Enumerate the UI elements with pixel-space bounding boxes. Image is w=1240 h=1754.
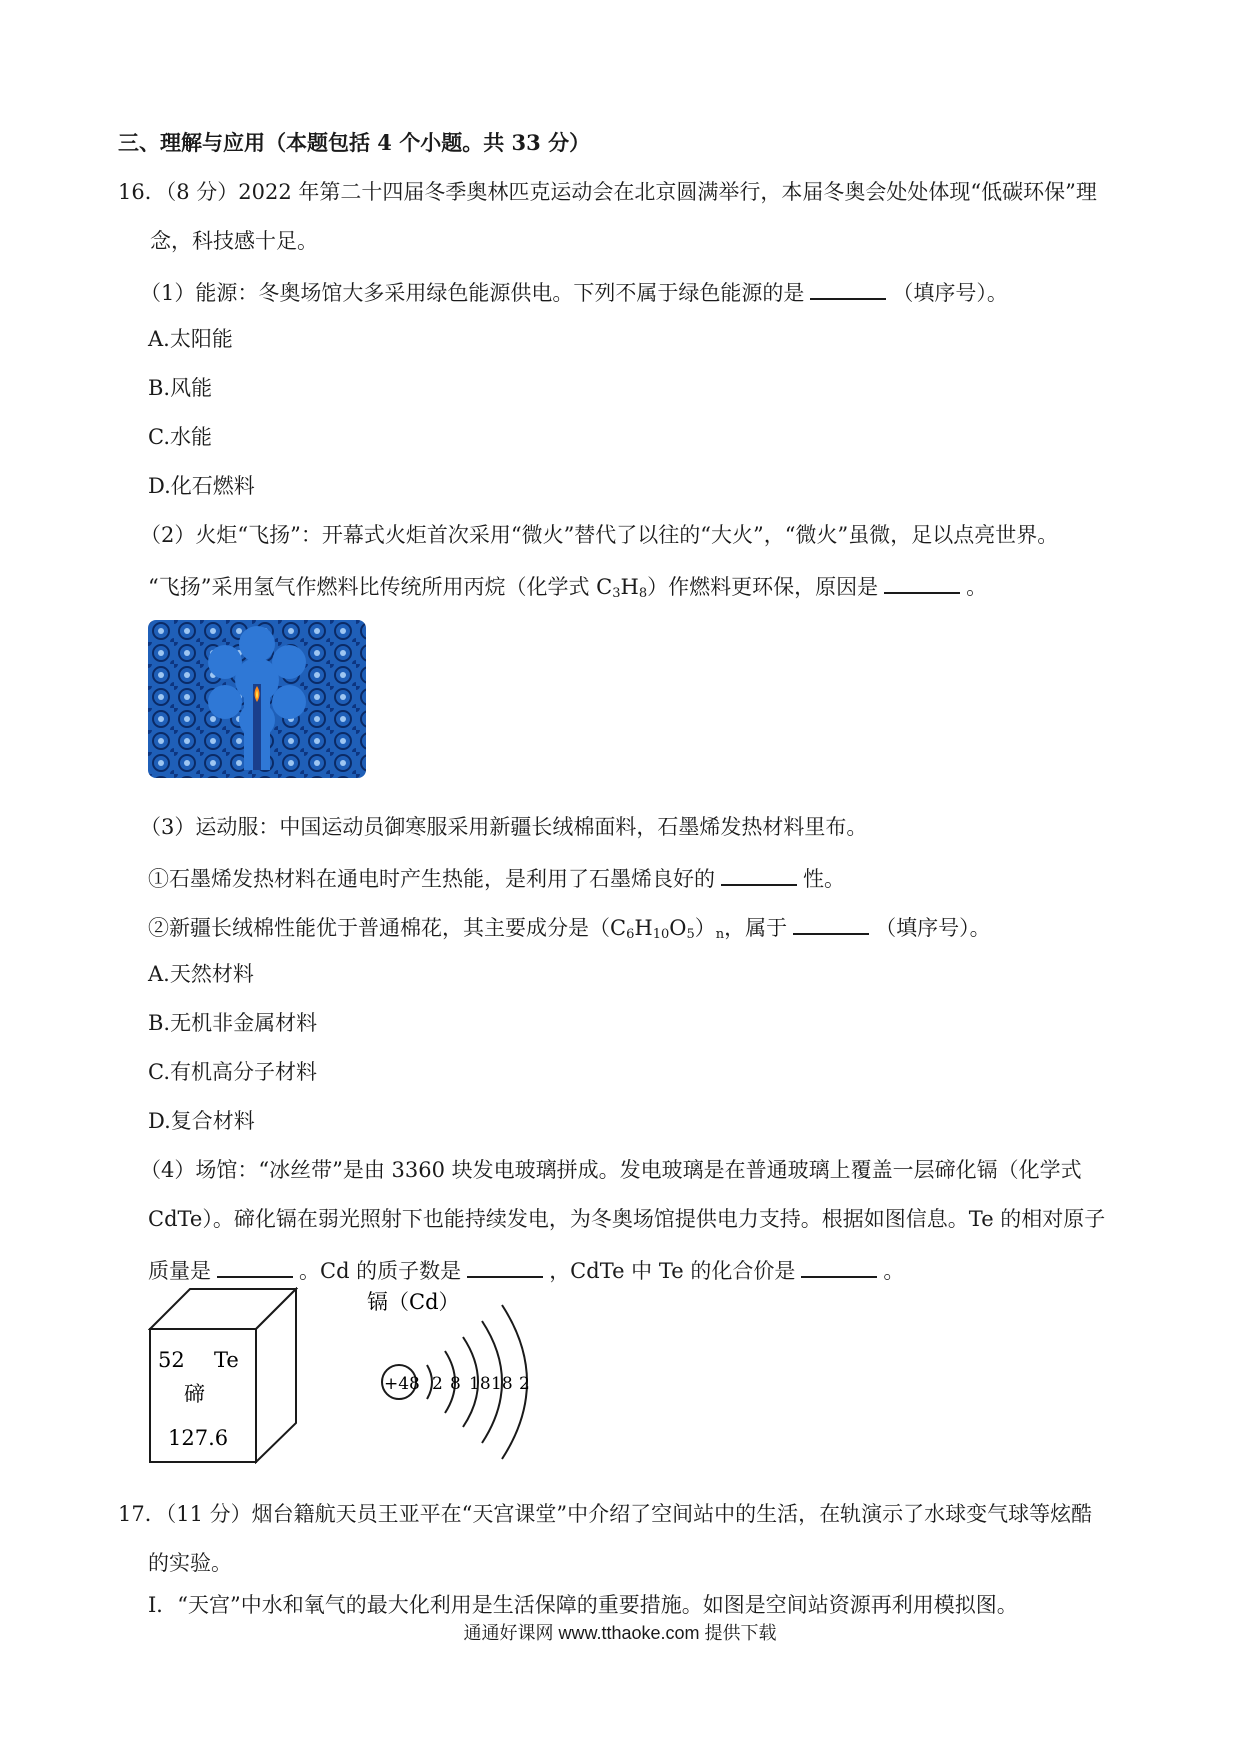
q16-part3-a-suffix: 性。: [803, 867, 845, 891]
q16-part1-text: （1）能源：冬奥场馆大多采用绿色能源供电。下列不属于绿色能源的是: [140, 281, 805, 305]
atom-label: 镉（Cd）: [367, 1290, 460, 1314]
formula-o: O: [669, 916, 687, 940]
formula-h: H: [620, 575, 639, 599]
q16-p3-option-a: A.天然材料: [148, 962, 254, 986]
q16-part3-b-text: ②新疆长绒棉性能优于普通棉花，其主要成分是（C: [148, 916, 627, 940]
q16-p3-option-b: B.无机非金属材料: [148, 1011, 318, 1035]
answer-blank[interactable]: [810, 276, 886, 300]
section-heading: 三、理解与应用（本题包括 4 个小题。共 33 分）: [118, 130, 591, 155]
answer-blank[interactable]: [793, 911, 869, 935]
q16-part3-a: [148, 862, 845, 893]
shell-electrons: 18: [469, 1374, 491, 1394]
q17-intro-line2: 的实验。: [148, 1551, 232, 1575]
q16-p1-option-c: C.水能: [148, 425, 212, 449]
cadmium-atom-diagram: [365, 1285, 565, 1460]
q16-part2-line2: [148, 570, 987, 608]
q16-intro-line1: 16．（8 分）2022 年第二十四届冬季奥林匹克运动会在北京圆满举行，本届冬奥会处处体现“低碳环保”理: [118, 180, 1097, 204]
q16-part3-a-text: ①石墨烯发热材料在通电时产生热能，是利用了石墨烯良好的: [148, 867, 715, 891]
q16-p1-option-b: B.风能: [148, 376, 213, 400]
q16-p1-option-a: A.太阳能: [148, 327, 233, 351]
formula-paren: ）: [694, 916, 716, 940]
q16-part4-line2: CdTe）。碲化镉在弱光照射下也能持续发电，为冬奥场馆提供电力支持。根据如图信息。Te 的相对原子: [148, 1207, 1106, 1231]
q17-part1-line: Ⅰ．“天宫”中水和氧气的最大化利用是生活保障的重要措施。如图是空间站资源再利用模拟图。: [148, 1593, 1018, 1617]
q16-part4-line1: （4）场馆：“冰丝带”是由 3360 块发电玻璃拼成。发电玻璃是在普通玻璃上覆盖一层碲化镉（化学式: [140, 1158, 1082, 1182]
torch-flame-image: [148, 620, 366, 778]
shell-electrons: 2: [432, 1374, 443, 1394]
subscript: n: [715, 927, 725, 942]
q16-part4-text-b: 。Cd 的质子数是: [299, 1259, 462, 1283]
q16-part3-line: （3）运动服：中国运动员御寒服采用新疆长绒棉面料，石墨烯发热材料里布。: [140, 815, 868, 839]
answer-blank[interactable]: [217, 1254, 293, 1278]
atom-nucleus: +48: [384, 1374, 420, 1394]
q16-part2-text-b: ）作燃料更环保，原因是: [647, 575, 879, 599]
subscript: 3: [612, 586, 621, 601]
q16-part2-line1: （2）火炬“飞扬”：开幕式火炬首次采用“微火”替代了以往的“大火”，“微火”虽微，足以点亮世界。: [140, 523, 1059, 547]
q16-part3-b-suffix: （填序号）。: [875, 916, 991, 940]
q16-part1-suffix: （填序号）。: [892, 281, 1008, 305]
subscript: 8: [638, 586, 648, 601]
q16-part4-line3: [148, 1254, 904, 1285]
subscript: 10: [652, 927, 670, 942]
shell-electrons: 8: [450, 1374, 461, 1394]
shell-electrons: 18: [491, 1374, 513, 1394]
answer-blank[interactable]: [884, 570, 960, 594]
q16-part4-text-a: 质量是: [148, 1259, 211, 1283]
q16-part4-text-c: ，CdTe 中 Te 的化合价是: [549, 1259, 796, 1283]
subscript: 5: [686, 927, 695, 942]
answer-blank[interactable]: [467, 1254, 543, 1278]
q16-part1-line: [140, 276, 1008, 307]
periodic-element-box: [148, 1287, 298, 1464]
answer-blank[interactable]: [721, 862, 797, 886]
q16-part4-text-d: 。: [883, 1259, 905, 1283]
element-atomic-number: 52: [158, 1348, 185, 1372]
element-mass: 127.6: [168, 1426, 229, 1450]
q16-intro-line2: 念，科技感十足。: [150, 229, 318, 253]
period: 。: [966, 575, 988, 599]
formula-h: H: [634, 916, 653, 940]
element-name: 碲: [184, 1382, 205, 1406]
page-footer: 通通好课网 www.tthaoke.com 提供下载: [463, 1623, 777, 1643]
q16-p3-option-d: D.复合材料: [148, 1109, 255, 1133]
shell-electrons: 2: [519, 1374, 530, 1394]
q16-part3-b: [148, 911, 991, 949]
element-symbol: Te: [214, 1348, 239, 1372]
q16-part3-b-mid: ，属于: [724, 916, 788, 940]
q17-intro-line1: 17．（11 分）烟台籍航天员王亚平在“天宫课堂”中介绍了空间站中的生活，在轨演示了水球变气球等炫酷: [118, 1502, 1093, 1526]
q16-p1-option-d: D.化石燃料: [148, 474, 255, 498]
answer-blank[interactable]: [801, 1254, 877, 1278]
q16-part2-text: “飞扬”采用氢气作燃料比传统所用丙烷（化学式 C: [148, 575, 613, 599]
subscript: 6: [626, 927, 635, 942]
q16-p3-option-c: C.有机高分子材料: [148, 1060, 317, 1084]
